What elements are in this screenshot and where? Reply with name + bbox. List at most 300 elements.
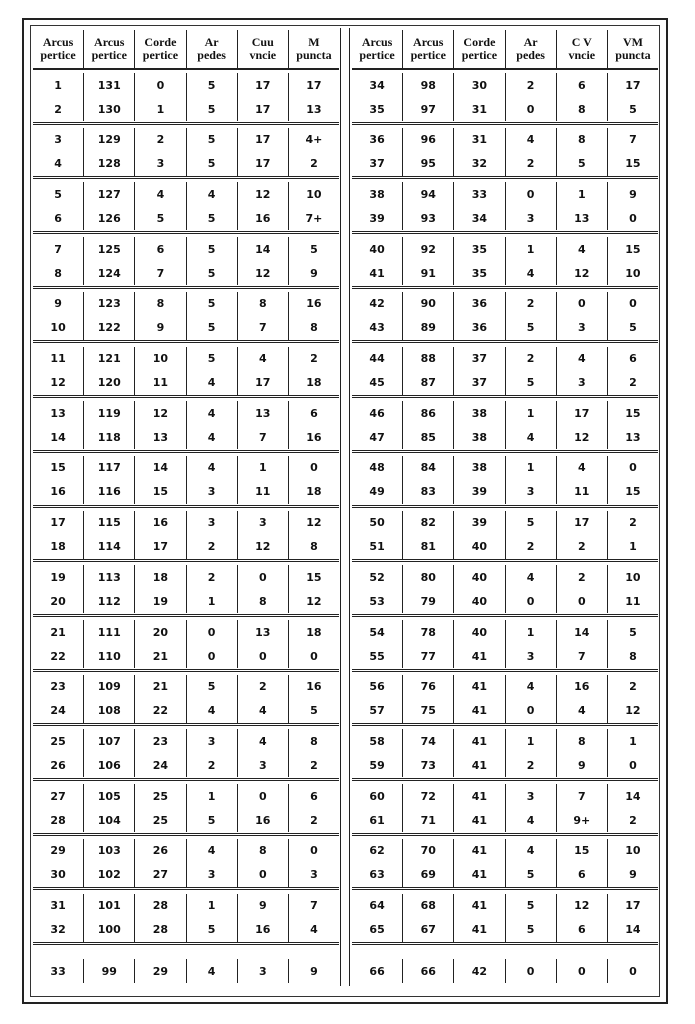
table-cell: 14	[135, 456, 186, 480]
table-cell: 2	[506, 347, 557, 371]
table-cell: 64	[352, 894, 403, 918]
table-cell: 0	[187, 620, 238, 644]
table-cell: 2	[310, 157, 318, 171]
table-cell: 3	[506, 644, 557, 668]
table-cell: 48	[352, 456, 403, 480]
table-cell: 7	[33, 237, 84, 261]
table-cell: 40	[352, 237, 403, 261]
table-cell: 5	[629, 102, 637, 116]
table-cell: 35	[454, 237, 505, 261]
table-cell: 42	[454, 959, 505, 983]
table-cell: 19	[33, 565, 84, 589]
table-cell: 4	[506, 808, 557, 832]
row-group	[33, 781, 339, 836]
table-cell: 22	[33, 644, 84, 668]
table-cell: 42	[352, 292, 403, 316]
table-cell: 0	[238, 863, 289, 887]
table-cell: 129	[84, 128, 135, 152]
table-cell: 112	[84, 589, 135, 613]
left-table	[33, 30, 339, 985]
table-cell: 2	[187, 535, 238, 559]
table-cell: 2	[629, 680, 637, 694]
table-cell: 6	[557, 73, 608, 97]
table-row	[352, 480, 658, 504]
header-line: vncie	[249, 48, 277, 62]
row-group	[352, 726, 658, 781]
table-cell: 111	[84, 620, 135, 644]
table-row	[352, 894, 658, 918]
table-cell: 5	[187, 237, 238, 261]
table-cell: 117	[84, 456, 135, 480]
header-line: Corde	[463, 35, 496, 49]
table-row	[33, 456, 339, 480]
table-cell: 18	[135, 565, 186, 589]
table-cell: 81	[403, 535, 454, 559]
table-cell: 18	[306, 485, 322, 499]
table-cell: 28	[33, 808, 84, 832]
table-cell: 0	[557, 292, 608, 316]
table-cell: 12	[238, 261, 289, 285]
header-line: Ar	[523, 35, 538, 49]
table-cell: 4	[310, 923, 318, 936]
table-cell: 9	[135, 316, 186, 340]
row-group	[33, 508, 339, 563]
table-row	[33, 589, 339, 613]
table-cell: 5	[187, 152, 238, 176]
table-cell: 8	[310, 540, 318, 554]
table-cell: 32	[33, 918, 84, 942]
table-cell: 18	[306, 376, 322, 389]
header-line: Arcus	[413, 35, 444, 49]
table-row	[352, 182, 658, 206]
table-cell: 4	[187, 699, 238, 723]
table-row	[33, 535, 339, 559]
table-cell: 5	[310, 242, 318, 256]
table-cell: 40	[454, 535, 505, 559]
table-cell: 34	[454, 206, 505, 230]
table-cell: 0	[629, 964, 637, 978]
table-cell: 41	[352, 261, 403, 285]
table-cell: 119	[84, 401, 135, 425]
table-cell: 0	[135, 73, 186, 97]
table-cell: 14	[33, 425, 84, 449]
table-cell: 17	[238, 152, 289, 176]
table-cell: 4	[238, 729, 289, 753]
right-table	[352, 30, 658, 985]
table-cell: 41	[454, 699, 505, 723]
table-cell: 7	[557, 644, 608, 668]
table-cell: 5	[506, 316, 557, 340]
table-cell: 37	[454, 347, 505, 371]
table-cell: 109	[84, 675, 135, 699]
table-cell: 8	[629, 649, 637, 663]
header-line: Arcus	[361, 35, 393, 49]
table-cell: 3	[310, 868, 318, 882]
table-cell: 3	[557, 371, 608, 395]
table-cell: 0	[310, 649, 318, 663]
table-cell: 2	[135, 128, 186, 152]
table-row	[352, 565, 658, 589]
table-cell: 11	[238, 480, 289, 504]
table-cell: 4	[135, 182, 186, 206]
table-cell: 41	[454, 839, 505, 863]
table-cell: 6	[310, 406, 318, 420]
table-cell: 13	[306, 102, 322, 116]
table-row	[352, 347, 658, 371]
header-cell	[238, 30, 289, 68]
table-cell: 12	[557, 261, 608, 285]
table-cell: 15	[625, 406, 641, 420]
header-cell	[84, 30, 135, 68]
table-row	[33, 261, 339, 285]
header-line: pertice	[359, 48, 395, 62]
table-cell: 31	[454, 97, 505, 121]
table-cell: 84	[403, 456, 454, 480]
table-cell: 2	[557, 565, 608, 589]
table-cell: 9	[238, 894, 289, 918]
table-cell: 5	[187, 128, 238, 152]
table-cell: 1	[187, 784, 238, 808]
table-cell: 3	[238, 959, 289, 983]
table-cell: 93	[403, 206, 454, 230]
header-line: pertice	[142, 48, 179, 62]
table-cell: 34	[352, 73, 403, 97]
table-cell: 5	[629, 321, 637, 335]
table-cell: 0	[629, 211, 637, 225]
table-cell: 110	[84, 644, 135, 668]
table-cell: 4	[238, 699, 289, 723]
table-cell: 12	[557, 425, 608, 449]
table-cell: 13	[557, 206, 608, 230]
table-cell: 14	[625, 923, 641, 936]
table-cell: 26	[135, 839, 186, 863]
table-cell: 3	[238, 753, 289, 777]
table-cell: 68	[403, 894, 454, 918]
table-cell: 79	[403, 589, 454, 613]
row-group	[33, 234, 339, 289]
table-cell: 20	[135, 620, 186, 644]
table-cell: 7	[238, 425, 289, 449]
table-row	[33, 480, 339, 504]
row-group	[33, 945, 339, 1000]
table-cell: 3	[506, 206, 557, 230]
table-cell: 2	[506, 535, 557, 559]
table-cell: 16	[306, 430, 322, 444]
table-cell: 36	[454, 292, 505, 316]
table-cell: 36	[454, 316, 505, 340]
table-cell: 39	[352, 206, 403, 230]
table-cell: 2	[629, 813, 637, 827]
table-cell: 8	[557, 128, 608, 152]
table-cell: 2	[557, 535, 608, 559]
table-cell: 4	[506, 675, 557, 699]
table-cell: 33	[33, 959, 84, 983]
table-row	[33, 620, 339, 644]
table-cell: 47	[352, 425, 403, 449]
table-cell: 120	[84, 371, 135, 395]
table-cell: 31	[454, 128, 505, 152]
header-line: Cuu	[251, 35, 274, 49]
table-cell: 5	[187, 97, 238, 121]
table-cell: 5	[506, 511, 557, 535]
table-cell: 4	[506, 839, 557, 863]
table-row	[352, 152, 658, 176]
table-cell: 99	[84, 959, 135, 983]
table-cell: 54	[352, 620, 403, 644]
table-row	[352, 456, 658, 480]
table-cell: 14	[557, 620, 608, 644]
table-cell: 98	[403, 73, 454, 97]
table-cell: 22	[135, 699, 186, 723]
table-cell: 4	[187, 371, 238, 395]
table-cell: 66	[352, 959, 403, 983]
table-cell: 5	[187, 675, 238, 699]
table-cell: 1	[506, 456, 557, 480]
table-row	[33, 371, 339, 395]
table-cell: 10	[625, 266, 641, 280]
table-row	[352, 839, 658, 863]
table-cell: 5	[33, 182, 84, 206]
table-cell: 4	[506, 261, 557, 285]
table-row	[33, 565, 339, 589]
table-row	[352, 292, 658, 316]
table-cell: 8	[557, 97, 608, 121]
table-cell: 94	[403, 182, 454, 206]
table-row	[33, 675, 339, 699]
table-cell: 25	[135, 808, 186, 832]
table-row	[352, 959, 658, 983]
row-group	[352, 836, 658, 891]
header-cell	[608, 30, 658, 68]
table-row	[33, 729, 339, 753]
table-cell: 1	[187, 894, 238, 918]
table-cell: 17	[135, 535, 186, 559]
row-group	[33, 453, 339, 508]
table-cell: 4	[506, 565, 557, 589]
row-group	[352, 70, 658, 125]
table-row	[33, 753, 339, 777]
table-cell: 16	[306, 297, 322, 311]
table-cell: 37	[454, 371, 505, 395]
table-cell: 0	[310, 844, 318, 858]
table-cell: 2	[187, 753, 238, 777]
table-cell: 15	[557, 839, 608, 863]
table-cell: 38	[454, 425, 505, 449]
table-cell: 107	[84, 729, 135, 753]
table-row	[352, 261, 658, 285]
table-cell: 29	[135, 959, 186, 983]
table-row	[352, 863, 658, 887]
table-cell: 40	[454, 565, 505, 589]
table-row	[352, 729, 658, 753]
header-line: pertice	[461, 48, 498, 62]
table-cell: 27	[135, 863, 186, 887]
header-cell	[454, 30, 505, 68]
table-row	[352, 808, 658, 832]
table-cell: 4	[557, 456, 608, 480]
table-row	[33, 401, 339, 425]
row-group	[352, 234, 658, 289]
table-cell: 87	[403, 371, 454, 395]
table-cell: 5	[557, 152, 608, 176]
row-group	[352, 562, 658, 617]
table-cell: 60	[352, 784, 403, 808]
center-gutter	[340, 28, 350, 986]
header-line: pedes	[197, 48, 226, 62]
table-cell: 18	[33, 535, 84, 559]
table-cell: 16	[557, 675, 608, 699]
table-row	[33, 959, 339, 983]
table-cell: 0	[506, 959, 557, 983]
table-cell: 24	[135, 753, 186, 777]
table-cell: 2	[310, 758, 318, 772]
table-cell: 9	[629, 868, 637, 882]
row-group	[33, 617, 339, 672]
header-cell	[506, 30, 557, 68]
table-cell: 0	[629, 758, 637, 772]
table-cell: 7	[238, 316, 289, 340]
table-cell: 5	[187, 73, 238, 97]
table-cell: 77	[403, 644, 454, 668]
table-cell: 1	[33, 73, 84, 97]
table-cell: 105	[84, 784, 135, 808]
table-cell: 8	[310, 734, 318, 748]
table-cell: 43	[352, 316, 403, 340]
table-cell: 17	[238, 128, 289, 152]
table-cell: 10	[306, 187, 322, 201]
table-cell: 23	[135, 729, 186, 753]
table-row	[33, 128, 339, 152]
table-cell: 113	[84, 565, 135, 589]
table-cell: 21	[135, 675, 186, 699]
table-cell: 41	[454, 675, 505, 699]
table-cell: 122	[84, 316, 135, 340]
table-cell: 1	[629, 540, 637, 554]
table-cell: 38	[454, 456, 505, 480]
table-row	[33, 425, 339, 449]
table-row	[352, 699, 658, 723]
row-group	[352, 179, 658, 234]
table-cell: 8	[135, 292, 186, 316]
table-cell: 86	[403, 401, 454, 425]
table-cell: 40	[454, 589, 505, 613]
table-cell: 4	[557, 237, 608, 261]
row-group	[352, 891, 658, 946]
table-cell: 8	[33, 261, 84, 285]
table-cell: 2	[238, 675, 289, 699]
table-cell: 5	[187, 261, 238, 285]
row-group	[33, 562, 339, 617]
header-cell	[352, 30, 403, 68]
table-cell: 10	[625, 570, 641, 584]
table-cell: 101	[84, 894, 135, 918]
header-cell	[557, 30, 608, 68]
table-cell: 3	[187, 480, 238, 504]
table-cell: 6	[557, 863, 608, 887]
header-cell	[135, 30, 186, 68]
header-line: M	[308, 35, 320, 49]
table-cell: 130	[84, 97, 135, 121]
table-cell: 4	[187, 839, 238, 863]
table-cell: 52	[352, 565, 403, 589]
header-line: pertice	[410, 48, 446, 62]
table-cell: 17	[625, 899, 641, 912]
table-cell: 6	[557, 918, 608, 942]
table-cell: 9+	[557, 808, 608, 832]
table-cell: 6	[629, 352, 637, 365]
row-group	[352, 672, 658, 727]
table-cell: 13	[625, 430, 641, 444]
table-row	[352, 128, 658, 152]
table-cell: 90	[403, 292, 454, 316]
table-cell: 50	[352, 511, 403, 535]
table-cell: 71	[403, 808, 454, 832]
table-row	[33, 152, 339, 176]
table-cell: 5	[506, 371, 557, 395]
table-cell: 2	[506, 152, 557, 176]
table-cell: 2	[629, 516, 637, 530]
row-group	[352, 617, 658, 672]
table-cell: 57	[352, 699, 403, 723]
table-cell: 88	[403, 347, 454, 371]
table-cell: 73	[403, 753, 454, 777]
table-cell: 41	[454, 863, 505, 887]
table-cell: 13	[33, 401, 84, 425]
header-line: C V	[571, 35, 592, 49]
table-cell: 106	[84, 753, 135, 777]
table-cell: 2	[33, 97, 84, 121]
table-cell: 3	[33, 128, 84, 152]
table-cell: 17	[557, 511, 608, 535]
table-row	[33, 237, 339, 261]
table-cell: 12	[238, 535, 289, 559]
table-cell: 13	[238, 401, 289, 425]
table-cell: 2	[187, 565, 238, 589]
table-cell: 102	[84, 863, 135, 887]
table-cell: 78	[403, 620, 454, 644]
table-cell: 25	[33, 729, 84, 753]
table-cell: 28	[135, 918, 186, 942]
table-cell: 9	[310, 964, 318, 978]
table-cell: 59	[352, 753, 403, 777]
table-row	[33, 808, 339, 832]
table-row	[33, 292, 339, 316]
table-cell: 15	[33, 456, 84, 480]
table-cell: 30	[454, 73, 505, 97]
table-cell: 0	[557, 959, 608, 983]
table-cell: 16	[306, 680, 322, 694]
table-cell: 8	[238, 589, 289, 613]
table-cell: 35	[352, 97, 403, 121]
row-group	[33, 289, 339, 344]
table-row	[33, 73, 339, 97]
table-cell: 1	[557, 182, 608, 206]
table-cell: 2	[310, 352, 318, 365]
table-cell: 16	[33, 480, 84, 504]
table-cell: 17	[33, 511, 84, 535]
table-row	[33, 182, 339, 206]
table-row	[33, 347, 339, 371]
table-cell: 12	[625, 704, 641, 718]
table-cell: 27	[33, 784, 84, 808]
table-cell: 126	[84, 206, 135, 230]
table-cell: 0	[238, 565, 289, 589]
table-cell: 4	[557, 699, 608, 723]
row-group	[352, 945, 658, 1000]
table-cell: 118	[84, 425, 135, 449]
header-cell	[187, 30, 238, 68]
header-line: vncie	[568, 48, 596, 62]
